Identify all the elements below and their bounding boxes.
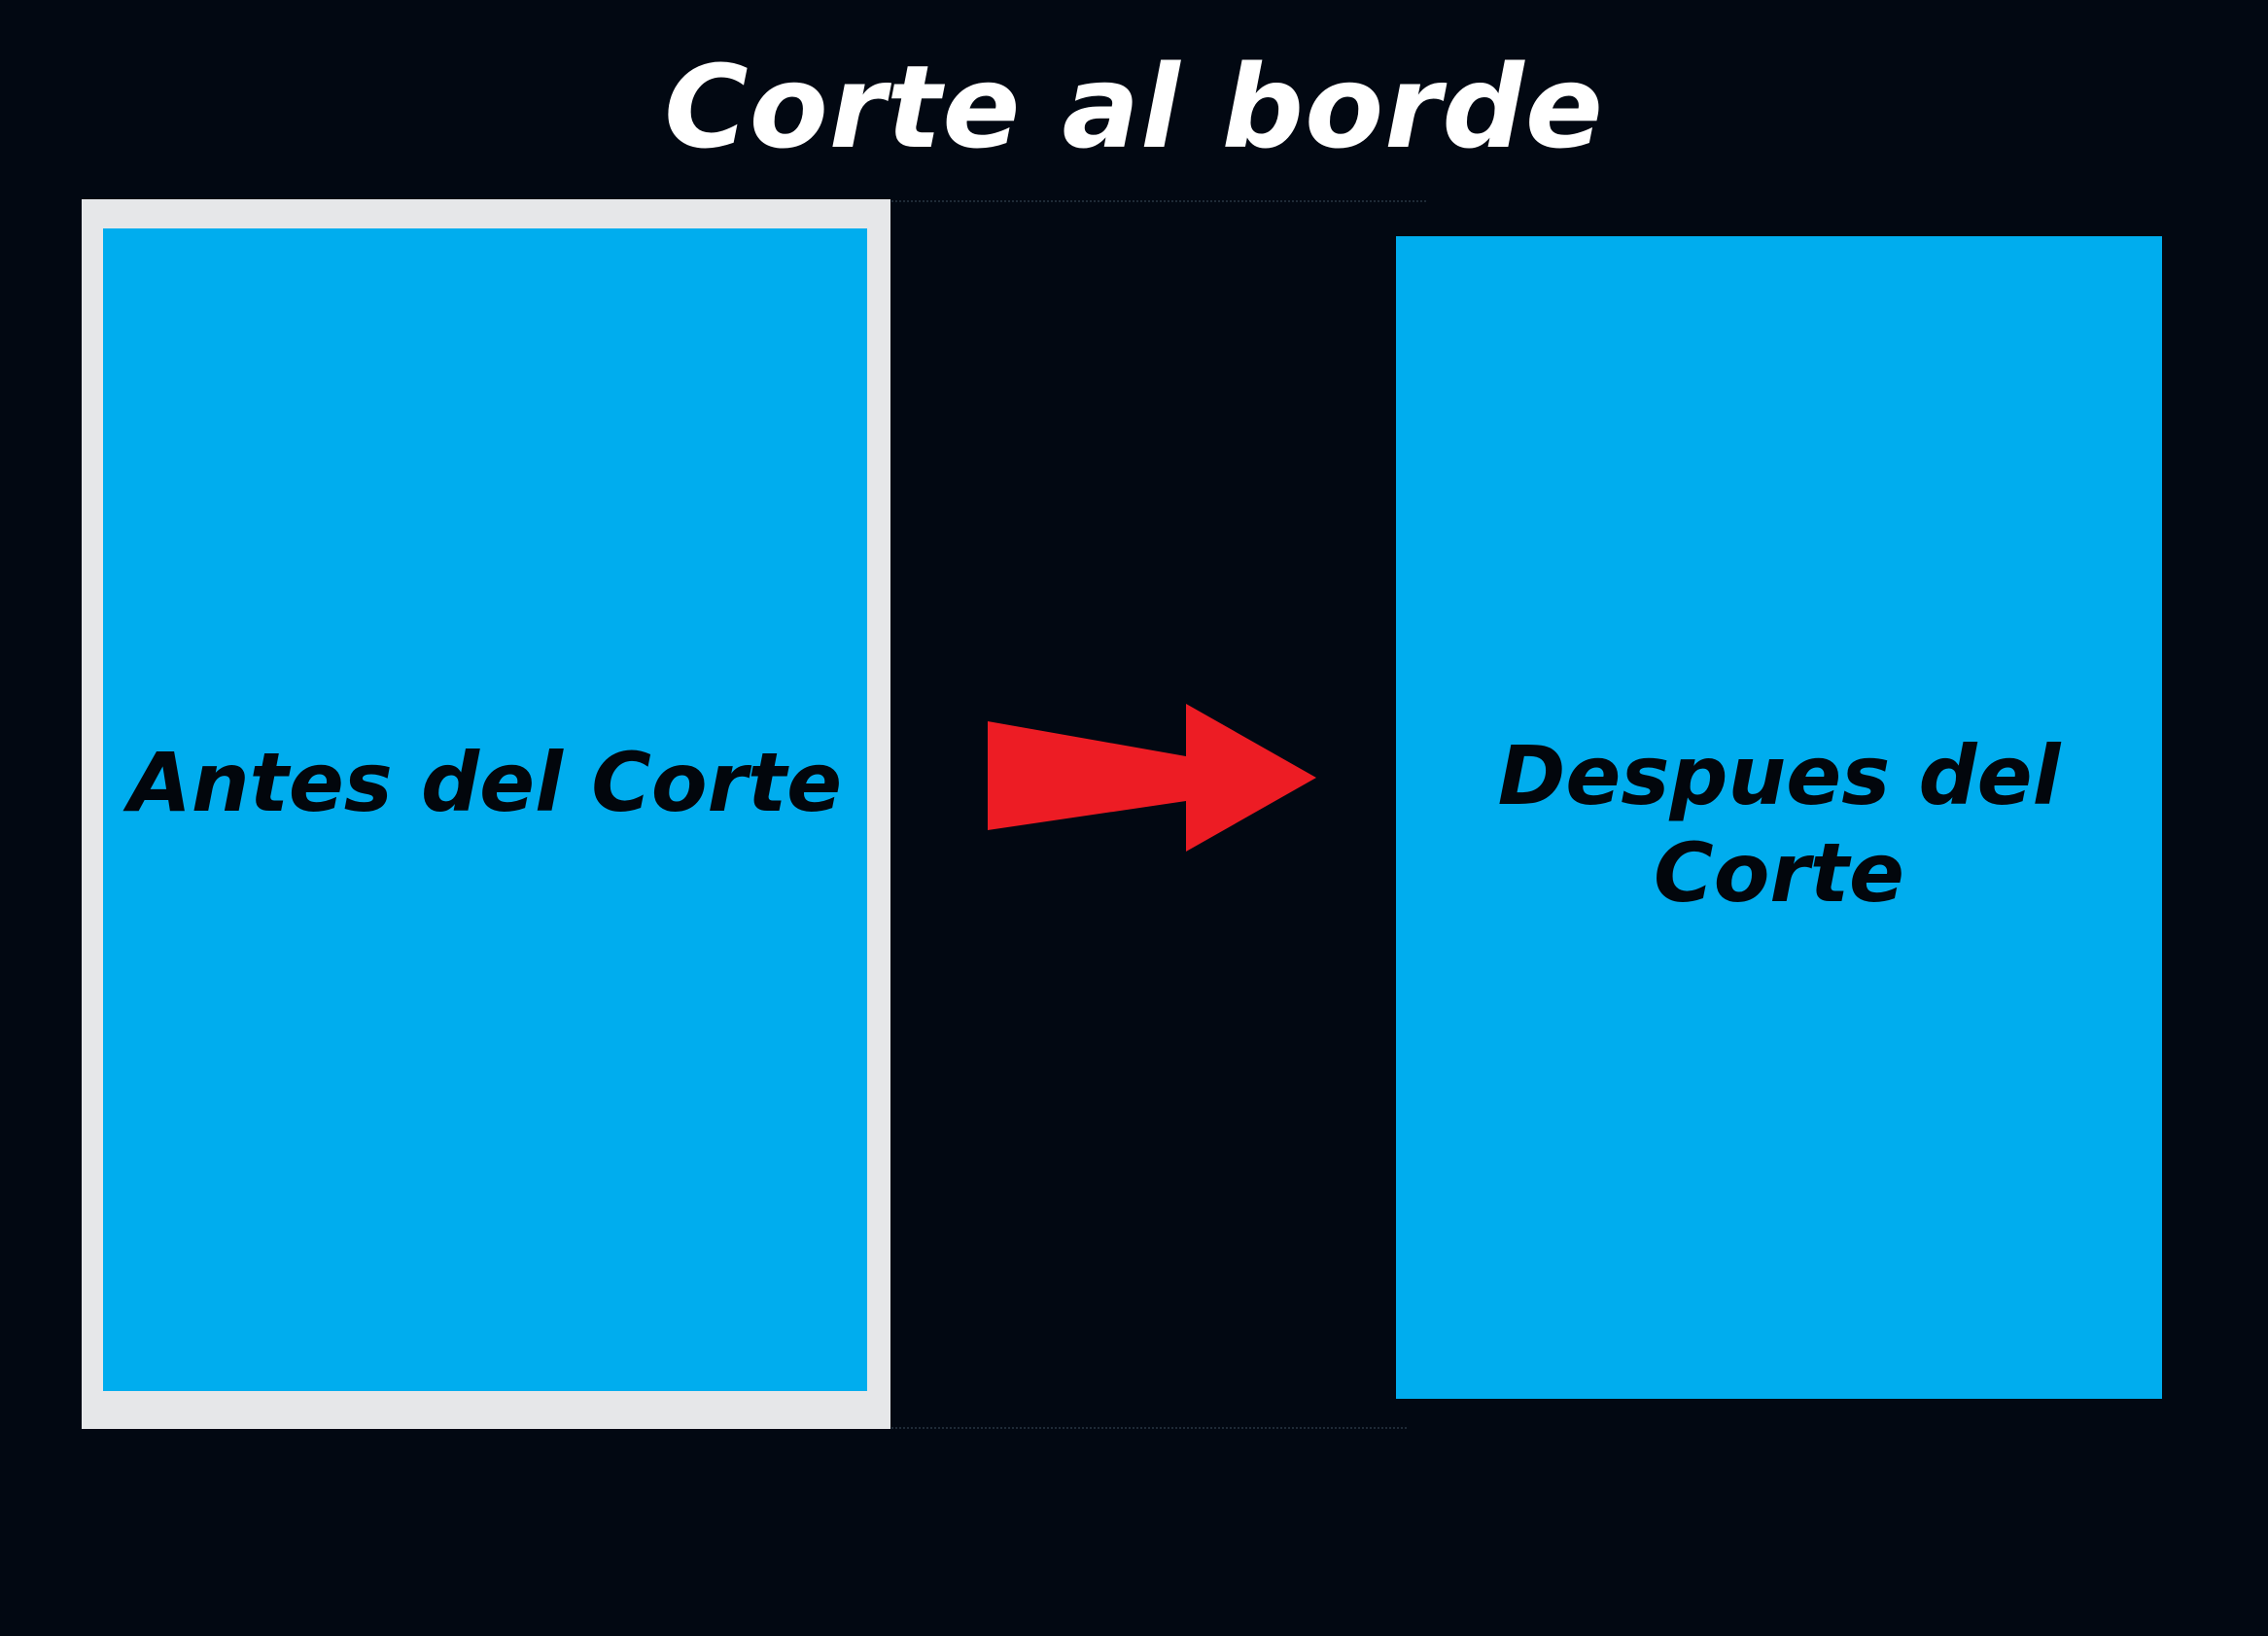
card-before-trim-area [103,228,867,1391]
card-after-label: Despues del Corte [1497,728,2061,921]
card-before-cut [82,199,890,1429]
diagram-title: Corte al borde [664,40,1604,174]
card-before-label: Antes del Corte [127,735,843,830]
card-after-cut [1396,236,2162,1399]
arrow-right-icon [982,698,1322,857]
trim-guide-bottom [887,1427,1407,1429]
trim-guide-top [887,200,1426,202]
